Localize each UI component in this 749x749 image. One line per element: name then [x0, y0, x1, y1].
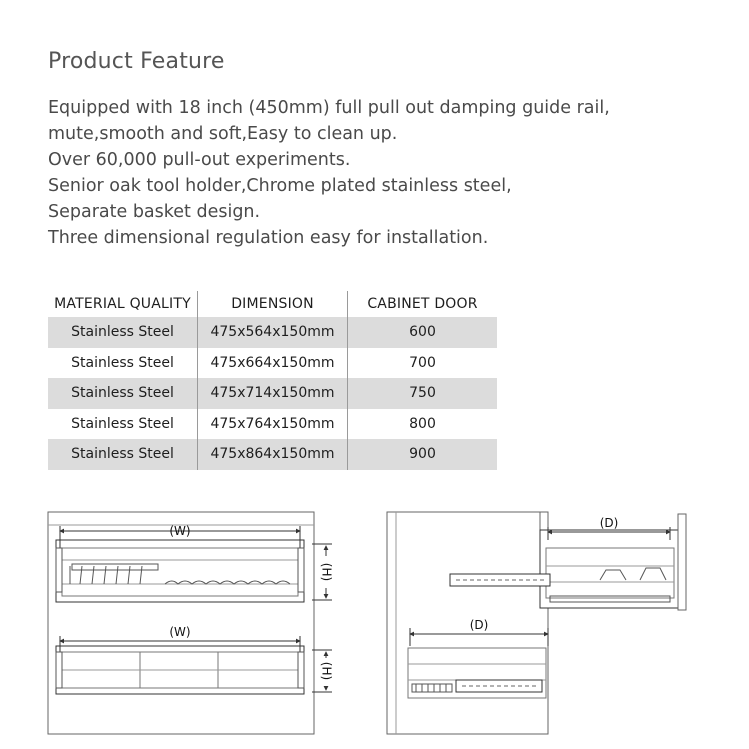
material-cell: Stainless Steel [48, 317, 198, 348]
material-cell: Stainless Steel [48, 378, 198, 409]
dimension-cell: 475x664x150mm [198, 348, 348, 379]
feature-line: Separate basket design. [48, 202, 261, 222]
feature-line: Senior oak tool holder,Chrome plated stainless steel, [48, 176, 512, 196]
height-label-upper: (H) [319, 562, 334, 582]
cabinet-door-cell: 800 [348, 409, 498, 440]
height-label-lower: (H) [319, 661, 334, 681]
column-header: CABINET DOOR [348, 291, 498, 317]
feature-line: mute,smooth and soft,Easy to clean up. [48, 124, 398, 144]
cabinet-door-cell: 600 [348, 317, 498, 348]
column-header: MATERIAL QUALITY [54, 296, 191, 312]
depth-label-upper: (D) [599, 516, 619, 530]
cabinet-door-cell: 700 [348, 348, 498, 379]
depth-label-lower: (D) [469, 618, 489, 632]
column-header: DIMENSION [198, 291, 348, 317]
dimension-cell: 475x714x150mm [198, 378, 348, 409]
dimension-cell: 475x864x150mm [198, 439, 348, 470]
feature-line: Equipped with 18 inch (450mm) full pull out damping guide rail, [48, 98, 610, 118]
dimension-cell: 475x764x150mm [198, 409, 348, 440]
cabinet-door-cell: 750 [348, 378, 498, 409]
upper-drawer-drawing [450, 514, 686, 610]
material-cell: Stainless Steel [71, 354, 174, 371]
lower-basket-drawing [56, 636, 334, 694]
feature-line: Three dimensional regulation easy for installation. [48, 228, 489, 248]
material-cell: Stainless Steel [48, 439, 198, 470]
material-cell: Stainless Steel [71, 415, 174, 432]
width-label-upper: (W) [169, 524, 191, 538]
lower-drawer-drawing [408, 628, 548, 698]
cabinet-door-cell: 900 [348, 439, 498, 470]
page-title: Product Feature [48, 49, 225, 74]
feature-line: Over 60,000 pull-out experiments. [48, 150, 351, 170]
dimension-cell: 475x564x150mm [198, 317, 348, 348]
side-view-drawing [387, 512, 686, 734]
front-view-drawing [48, 512, 334, 734]
upper-basket-drawing [56, 526, 334, 602]
width-label-lower: (W) [169, 625, 191, 639]
